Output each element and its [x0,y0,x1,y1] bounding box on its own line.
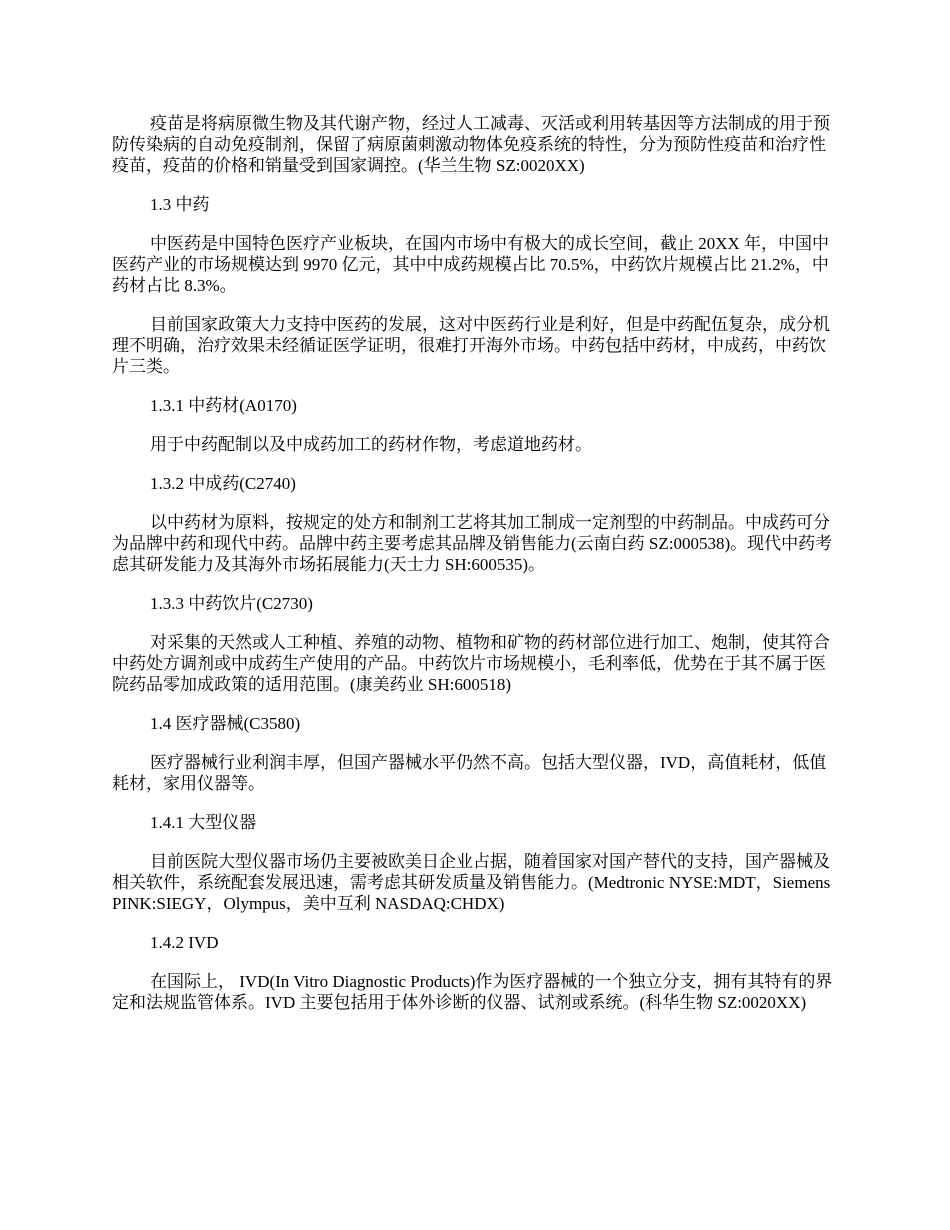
document-page [112,113,842,1031]
paragraph-tcm-policy: 目前国家政策大力支持中医药的发展，这对中医药行业是利好，但是中药配伍复杂，成分机理不明确，治疗效果未经循证医学证明，很难打开海外市场。中药包括中药材，中成药，中药饮片三类。 [112,315,830,376]
heading-1-3-3: 1.3.3 中药饮片(C2730) [150,594,313,613]
paragraph-vaccine: 疫苗是将病原微生物及其代谢产物，经过人工减毒、灭活或利用转基因等方法制成的用于预防传染病的自动免疫制剂，保留了病原菌刺激动物体免疫系统的特性，分为预防性疫苗和治疗性疫苗，疫苗的价格和销量受到国家调控。(华兰生物 SZ:0020XX) [112,114,830,175]
heading-1-4: 1.4 医疗器械(C3580) [150,714,301,733]
paragraph-tcm-market: 中医药是中国特色医疗产业板块，在国内市场中有极大的成长空间，截止 20XX 年，中国中医药产业的市场规模达到 9970 亿元，其中中成药规模占比 70.5%，中药饮片规模占比 21.2%，中药材占比 8.3%。 [112,234,830,295]
paragraph-decoction-pieces: 对采集的天然或人工种植、养殖的动物、植物和矿物的药材部位进行加工、炮制，使其符合中药处方调剂或中成药生产使用的产品。中药饮片市场规模小，毛利率低，优势在于其不属于医院药品零加成政策的适用范围。(康美药业 SH:600518) [112,633,830,694]
paragraph-herbs: 用于中药配制以及中成药加工的药材作物，考虑道地药材。 [150,435,592,454]
paragraph-large-instruments: 目前医院大型仪器市场仍主要被欧美日企业占据，随着国家对国产替代的支持，国产器械及相关软件，系统配套发展迅速，需考虑其研发质量及销售能力。(Medtronic NYSE:MDT，Siemens PINK:SIEGY，Olympus，美中互利 NASDAQ:CHDX) [112,852,831,913]
heading-1-4-1: 1.4.1 大型仪器 [150,813,257,832]
heading-1-3-1: 1.3.1 中药材(A0170) [150,396,297,415]
paragraph-patent-medicine: 以中药材为原料，按规定的处方和制剂工艺将其加工制成一定剂型的中药制品。中成药可分为品牌中药和现代中药。品牌中药主要考虑其品牌及销售能力(云南白药 SZ:000538)。现代中药考虑其研发能力及其海外市场拓展能力(天士力 SH:600535)。 [112,513,833,574]
paragraph-ivd: 在国际上， IVD(In Vitro Diagnostic Products)作为医疗器械的一个独立分支，拥有其特有的界定和法规监管体系。IVD 主要包括用于体外诊断的仪器、试剂或系统。(科华生物 SZ:0020XX) [112,972,833,1012]
heading-1-4-2: 1.4.2 IVD [150,933,219,952]
heading-1-3: 1.3 中药 [150,195,210,214]
heading-1-3-2: 1.3.2 中成药(C2740) [150,474,296,493]
paragraph-medical-devices: 医疗器械行业利润丰厚，但国产器械水平仍然不高。包括大型仪器，IVD，高值耗材，低值耗材，家用仪器等。 [112,753,827,793]
